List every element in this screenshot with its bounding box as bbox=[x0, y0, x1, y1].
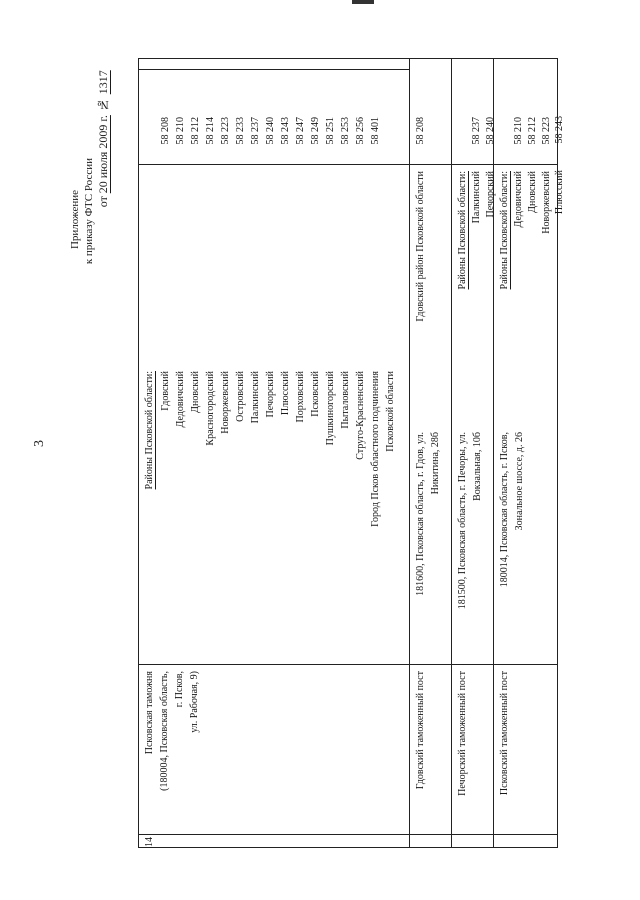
table-col-divider bbox=[139, 164, 557, 165]
area-item: Пушкиногорский bbox=[325, 371, 336, 446]
area-item: Печорский bbox=[485, 171, 496, 218]
table-col-divider bbox=[139, 69, 409, 70]
area-item: Плюсский bbox=[554, 170, 565, 215]
area-item: Гдовский район Псковской области bbox=[415, 171, 426, 322]
area-item: Порховский bbox=[295, 371, 306, 423]
okato-code: 58 237 bbox=[471, 117, 482, 145]
post-address: 180014, Псковская область, г. Псков, bbox=[499, 432, 510, 588]
post-address: Никитина, 28б bbox=[430, 432, 441, 495]
okato-code: 58 208 bbox=[415, 117, 426, 145]
areas-heading: Районы Псковской области: bbox=[144, 371, 155, 490]
annex-title: Приложение bbox=[69, 190, 81, 250]
okato-code: 58 247 bbox=[295, 117, 306, 145]
post-name: Псковский таможенный пост bbox=[499, 671, 510, 796]
post-name: Печорский таможенный пост bbox=[457, 671, 468, 796]
annex-date bbox=[96, 70, 110, 207]
okato-code: 58 223 bbox=[220, 117, 231, 145]
okato-code: 58 210 bbox=[513, 117, 524, 145]
area-item: Дедовичский bbox=[513, 171, 524, 228]
okato-code: 58 253 bbox=[340, 117, 351, 145]
table-row-divider bbox=[409, 59, 410, 847]
post-address: 181500, Псковская область, г. Печоры, ул. bbox=[457, 432, 468, 610]
area-item: Струго-Красненский bbox=[355, 371, 366, 460]
date-prefix: от bbox=[96, 196, 110, 208]
table-col-divider bbox=[139, 664, 557, 665]
areas-heading: Районы Псковской области: bbox=[499, 171, 510, 290]
okato-code: 58 233 bbox=[235, 117, 246, 145]
post-address: Вокзальная, 10б bbox=[472, 432, 483, 501]
annex-order: к приказу ФТС России bbox=[83, 158, 95, 265]
area-item: Палкинский bbox=[471, 171, 482, 224]
okato-code: 58 401 bbox=[370, 117, 381, 145]
area-item: Палкинский bbox=[250, 371, 261, 424]
area-item: Островский bbox=[235, 371, 246, 422]
post-name: Гдовский таможенный пост bbox=[415, 671, 426, 790]
okato-code: 58 208 bbox=[160, 117, 171, 145]
area-item: Гдовский bbox=[160, 371, 171, 411]
okato-code: 58 240 bbox=[265, 117, 276, 145]
okato-code: 58 240 bbox=[485, 117, 496, 145]
date-value: 20 июля 2009 г. bbox=[96, 115, 110, 194]
number-label: № bbox=[96, 97, 110, 112]
okato-code: 58 223 bbox=[541, 117, 552, 145]
post-address: Зональное шоссе, д. 26 bbox=[514, 432, 525, 531]
customs-name: Псковская таможня bbox=[144, 671, 155, 755]
area-item: Псковский bbox=[310, 371, 321, 417]
okato-code: 58 251 bbox=[325, 117, 336, 145]
customs-address: г. Псков, bbox=[174, 671, 185, 708]
area-item: Печорский bbox=[265, 371, 276, 418]
customs-address: (180004, Псковская область, bbox=[159, 671, 170, 791]
post-address: 181600, Псковская область, г. Гдов, ул. bbox=[415, 432, 426, 596]
okato-code: 58 243 bbox=[554, 116, 565, 144]
okato-code: 58 256 bbox=[355, 117, 366, 145]
area-item: Дновский bbox=[527, 171, 538, 213]
table-row-divider bbox=[451, 59, 452, 847]
okato-code: 58 210 bbox=[175, 117, 186, 145]
area-item: Новоржевский bbox=[541, 171, 552, 234]
area-item: Пыталовский bbox=[340, 371, 351, 429]
okato-code: 58 243 bbox=[280, 117, 291, 145]
okato-code: 58 212 bbox=[190, 117, 201, 145]
okato-code: 58 237 bbox=[250, 117, 261, 145]
area-item: Дновский bbox=[190, 371, 201, 413]
area-item: Дедовичский bbox=[175, 371, 186, 428]
area-item: Плюсский bbox=[280, 371, 291, 416]
number-value: 1317 bbox=[96, 70, 110, 94]
scan-mark bbox=[352, 0, 374, 4]
page-number: 3 bbox=[32, 440, 47, 447]
okato-code: 58 214 bbox=[205, 117, 216, 145]
table-col-divider bbox=[139, 834, 557, 835]
areas-heading: Районы Псковской области: bbox=[457, 171, 468, 290]
customs-address: ул. Рабочая, 9) bbox=[189, 671, 200, 733]
area-item: Город Псков областного подчинения bbox=[370, 371, 381, 527]
area-item: Новоржевский bbox=[220, 371, 231, 434]
okato-code: 58 212 bbox=[527, 117, 538, 145]
row-number: 14 bbox=[144, 837, 155, 847]
area-item: Псковской области bbox=[385, 371, 396, 452]
area-item: Красногородский bbox=[205, 371, 216, 446]
customs-table bbox=[138, 58, 558, 848]
okato-code: 58 249 bbox=[310, 117, 321, 145]
